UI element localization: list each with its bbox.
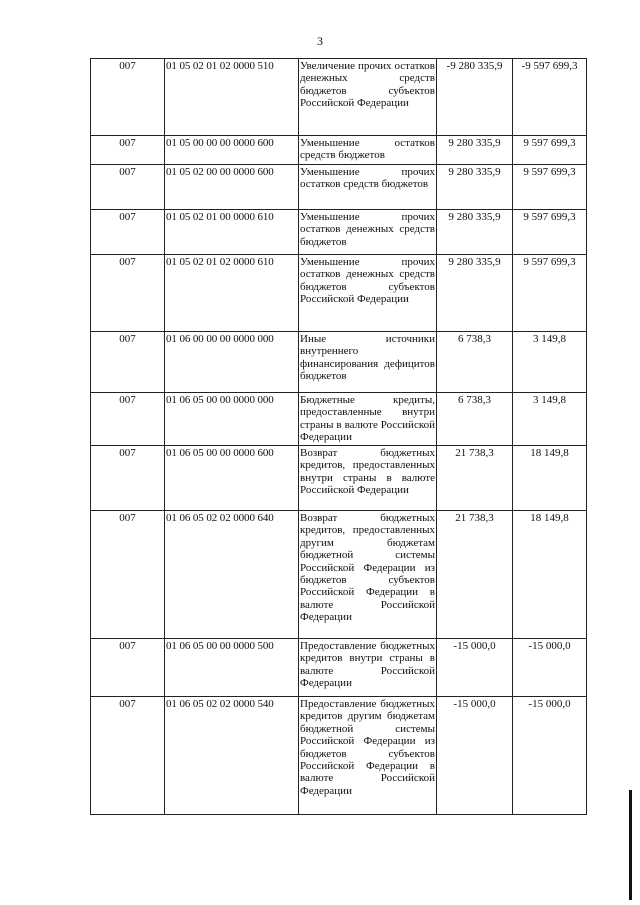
amount-year-2-cell: 3 149,8 bbox=[513, 393, 587, 446]
admin-code-cell: 007 bbox=[91, 59, 165, 136]
kbk-code-cell: 01 06 05 02 02 0000 640 bbox=[165, 511, 299, 639]
source-name-cell: Уменьшение прочих остатков средств бюджетов bbox=[299, 165, 437, 210]
amount-year-2-cell: 9 597 699,3 bbox=[513, 136, 587, 165]
amount-year-2-cell: 9 597 699,3 bbox=[513, 165, 587, 210]
amount-year-1-cell: -15 000,0 bbox=[437, 639, 513, 697]
admin-code-cell: 007 bbox=[91, 332, 165, 393]
table-row bbox=[91, 210, 587, 255]
amount-year-2-cell: -15 000,0 bbox=[513, 697, 587, 815]
admin-code-cell: 007 bbox=[91, 136, 165, 165]
amount-year-2-cell: 18 149,8 bbox=[513, 446, 587, 511]
amount-year-2-cell: 18 149,8 bbox=[513, 511, 587, 639]
source-name-cell: Увеличение прочих остатков денежных средств бюджетов субъектов Российской Федерации bbox=[299, 59, 437, 136]
amount-year-1-cell: 21 738,3 bbox=[437, 446, 513, 511]
admin-code-cell: 007 bbox=[91, 255, 165, 332]
amount-year-1-cell: 9 280 335,9 bbox=[437, 136, 513, 165]
table-row bbox=[91, 446, 587, 511]
admin-code-cell: 007 bbox=[91, 446, 165, 511]
admin-code-cell: 007 bbox=[91, 393, 165, 446]
admin-code-cell: 007 bbox=[91, 210, 165, 255]
table-row bbox=[91, 393, 587, 446]
page-number: 3 bbox=[317, 34, 323, 48]
source-name-cell: Иные источники внутреннего финансирования дефицитов бюджетов bbox=[299, 332, 437, 393]
kbk-code-cell: 01 06 05 02 02 0000 540 bbox=[165, 697, 299, 815]
kbk-code-cell: 01 05 02 01 00 0000 610 bbox=[165, 210, 299, 255]
kbk-code-cell: 01 06 05 00 00 0000 000 bbox=[165, 393, 299, 446]
table-row bbox=[91, 697, 587, 815]
admin-code-cell: 007 bbox=[91, 697, 165, 815]
scan-edge-mark bbox=[629, 790, 632, 900]
admin-code-cell: 007 bbox=[91, 511, 165, 639]
amount-year-1-cell: 9 280 335,9 bbox=[437, 255, 513, 332]
admin-code-cell: 007 bbox=[91, 165, 165, 210]
table-row bbox=[91, 59, 587, 136]
table-row bbox=[91, 165, 587, 210]
table-row bbox=[91, 332, 587, 393]
amount-year-2-cell: -9 597 699,3 bbox=[513, 59, 587, 136]
amount-year-2-cell: 3 149,8 bbox=[513, 332, 587, 393]
amount-year-2-cell: 9 597 699,3 bbox=[513, 255, 587, 332]
amount-year-1-cell: 21 738,3 bbox=[437, 511, 513, 639]
table-row bbox=[91, 136, 587, 165]
amount-year-1-cell: 6 738,3 bbox=[437, 393, 513, 446]
amount-year-1-cell: -9 280 335,9 bbox=[437, 59, 513, 136]
kbk-code-cell: 01 05 02 01 02 0000 610 bbox=[165, 255, 299, 332]
amount-year-1-cell: 6 738,3 bbox=[437, 332, 513, 393]
source-name-cell: Возврат бюджетных кредитов, предоставленных другим бюджетам бюджетной системы Российской Федерации из бюджетов субъектов Российской Федерации в валюте Российской Федерации bbox=[299, 511, 437, 639]
kbk-code-cell: 01 05 00 00 00 0000 600 bbox=[165, 136, 299, 165]
amount-year-1-cell: 9 280 335,9 bbox=[437, 165, 513, 210]
source-name-cell: Уменьшение прочих остатков денежных средств бюджетов bbox=[299, 210, 437, 255]
source-name-cell: Уменьшение прочих остатков денежных средств бюджетов субъектов Российской Федерации bbox=[299, 255, 437, 332]
source-name-cell: Предоставление бюджетных кредитов внутри страны в валюте Российской Федерации bbox=[299, 639, 437, 697]
budget-sources-table bbox=[90, 58, 587, 815]
table-row bbox=[91, 255, 587, 332]
kbk-code-cell: 01 05 02 00 00 0000 600 bbox=[165, 165, 299, 210]
amount-year-2-cell: -15 000,0 bbox=[513, 639, 587, 697]
source-name-cell: Возврат бюджетных кредитов, предоставленных внутри страны в валюте Российской Федерации bbox=[299, 446, 437, 511]
admin-code-cell: 007 bbox=[91, 639, 165, 697]
amount-year-2-cell: 9 597 699,3 bbox=[513, 210, 587, 255]
table-row bbox=[91, 511, 587, 639]
kbk-code-cell: 01 05 02 01 02 0000 510 bbox=[165, 59, 299, 136]
kbk-code-cell: 01 06 05 00 00 0000 500 bbox=[165, 639, 299, 697]
table-row bbox=[91, 639, 587, 697]
amount-year-1-cell: 9 280 335,9 bbox=[437, 210, 513, 255]
source-name-cell: Предоставление бюджетных кредитов другим бюджетам бюджетной системы Российской Федерации из бюджетов субъектов Российской Федерации в валюте Российской Федерации bbox=[299, 697, 437, 815]
kbk-code-cell: 01 06 05 00 00 0000 600 bbox=[165, 446, 299, 511]
kbk-code-cell: 01 06 00 00 00 0000 000 bbox=[165, 332, 299, 393]
source-name-cell: Бюджетные кредиты, предоставленные внутри страны в валюте Российской Федерации bbox=[299, 393, 437, 446]
amount-year-1-cell: -15 000,0 bbox=[437, 697, 513, 815]
source-name-cell: Уменьшение остатков средств бюджетов bbox=[299, 136, 437, 165]
